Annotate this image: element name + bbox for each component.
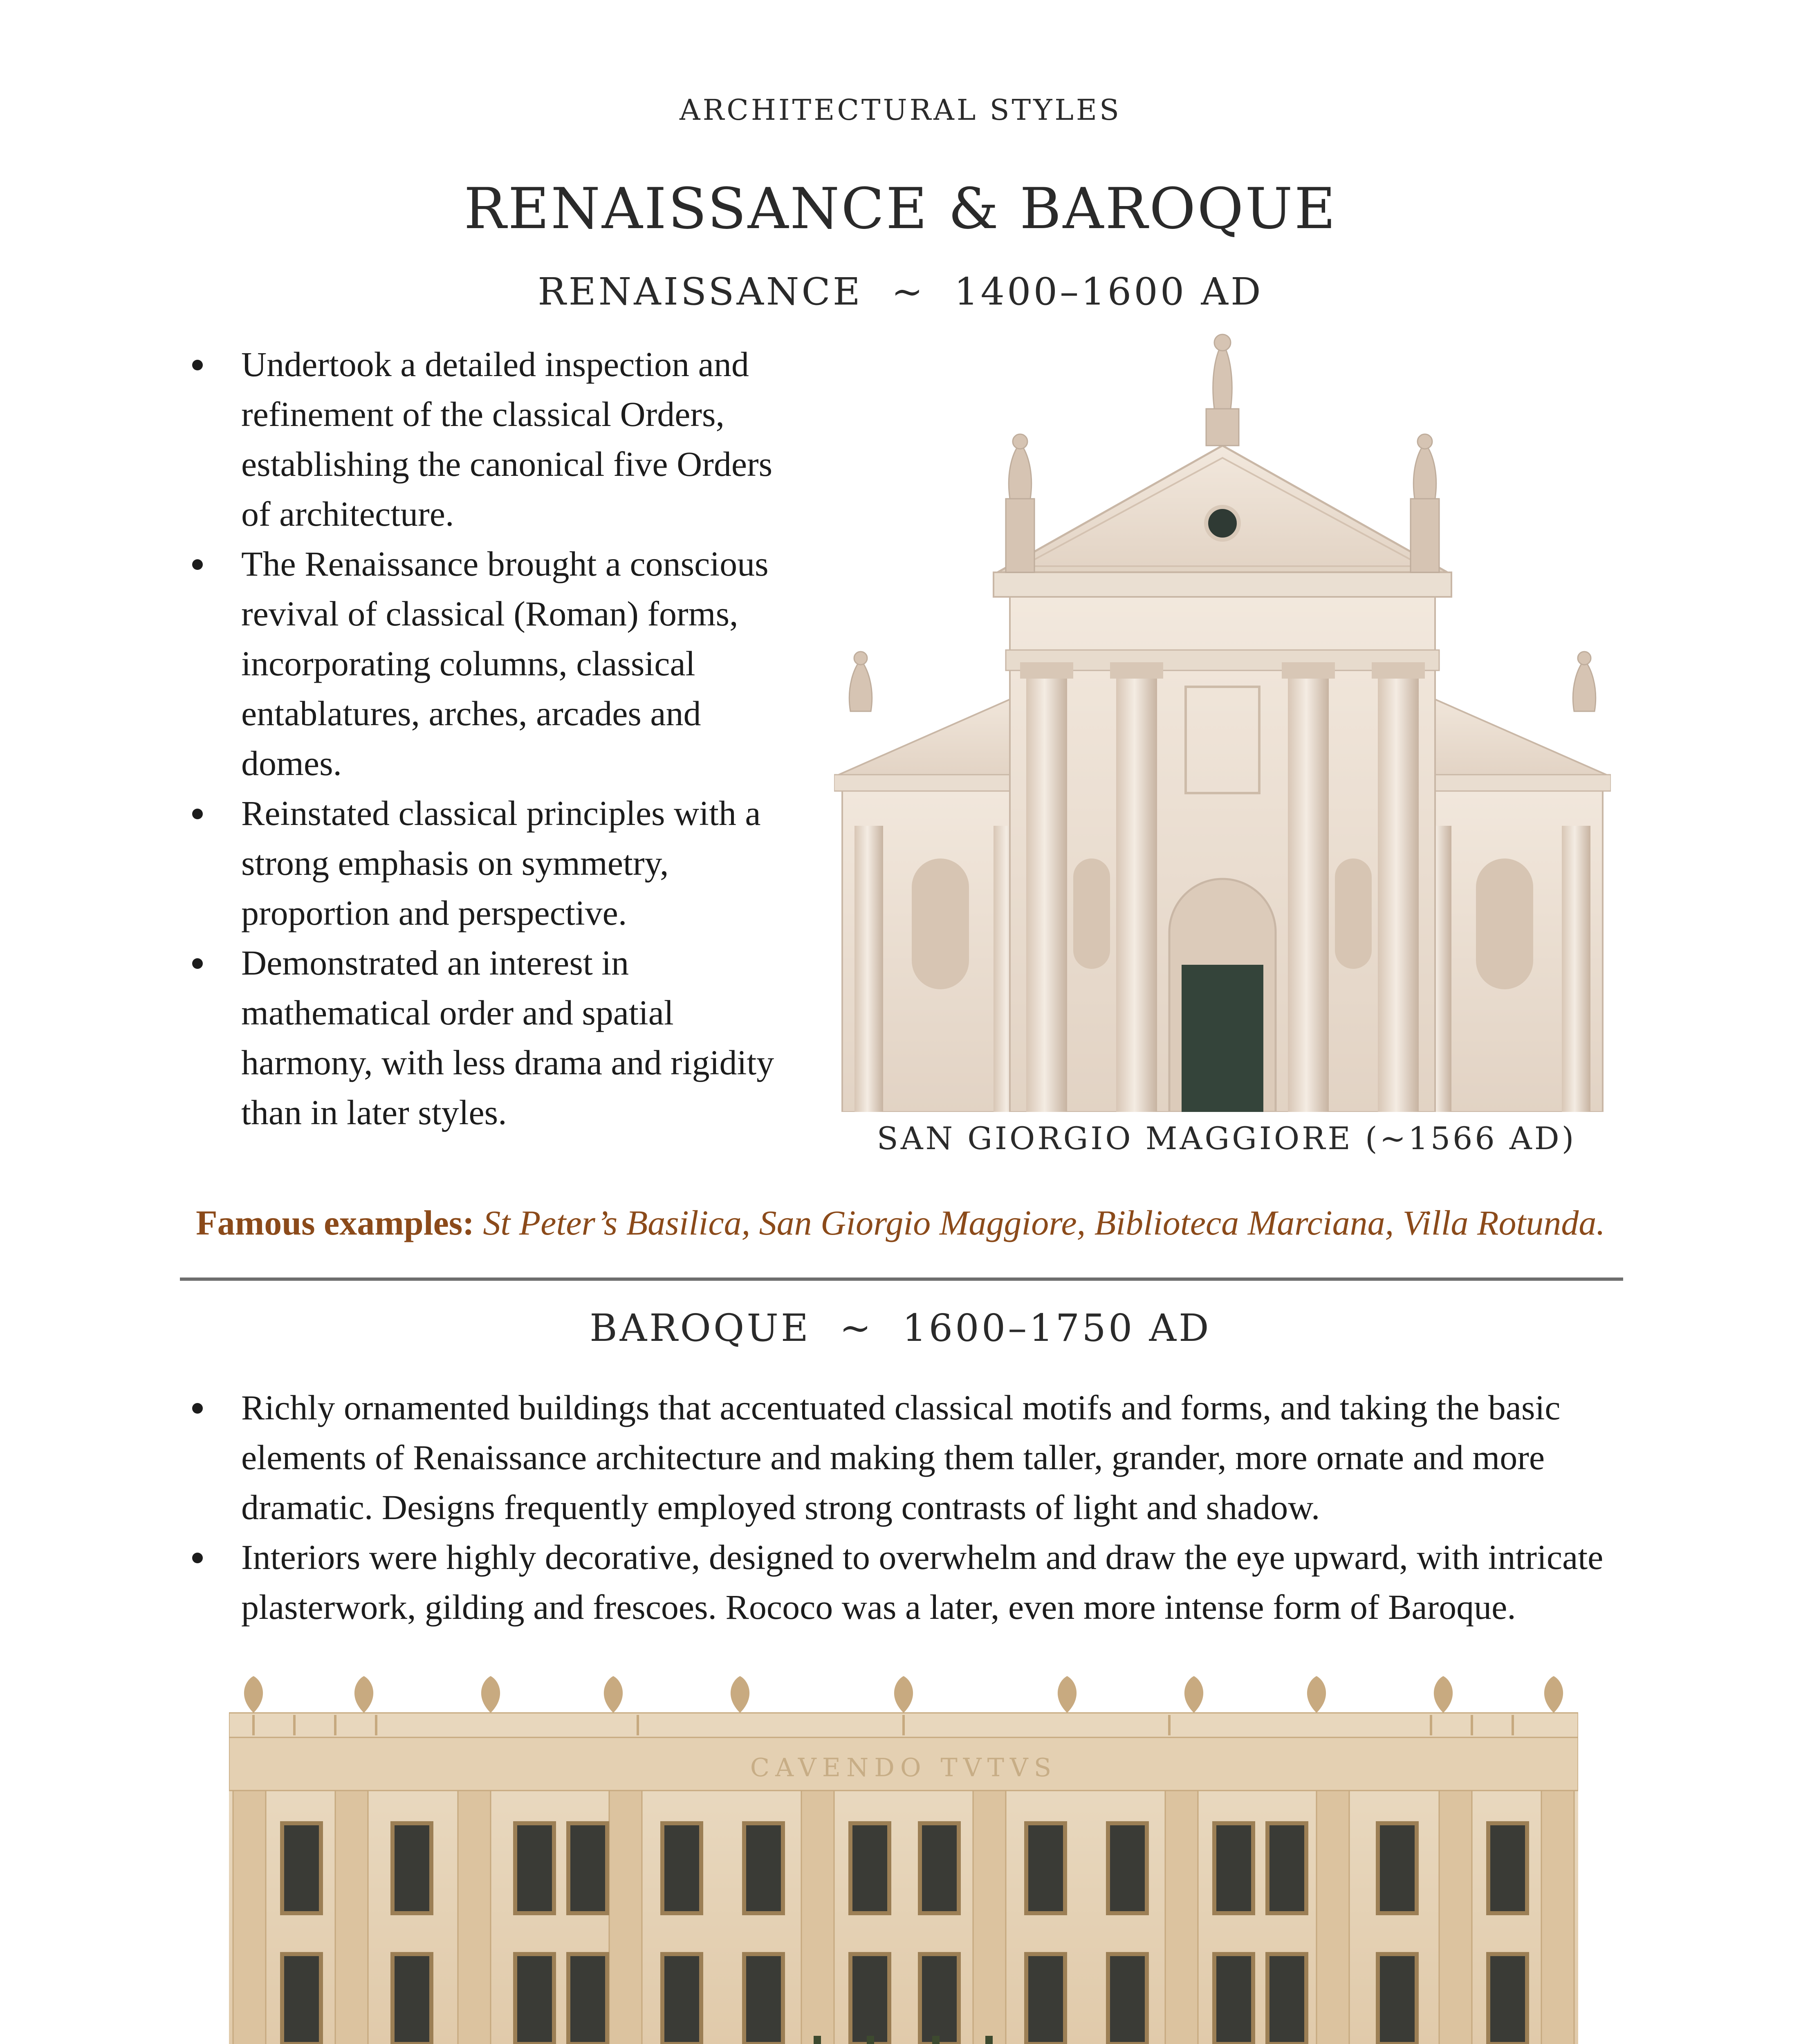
page-title: RENAISSANCE & BAROQUE xyxy=(464,176,1337,242)
list-item: Richly ornamented buildings that accentuated classical motifs and forms, and taking the basic elements of Renaissance architecture and making them taller, grander, more ornate and more dramatic. Designs frequently employed strong contrasts of light and shadow. xyxy=(184,1383,1631,1532)
baroque-heading: BAROQUE ~ 1600–1750 AD xyxy=(590,1306,1211,1350)
baroque-bullet-list xyxy=(184,1383,1631,1632)
renaissance-heading: RENAISSANCE ~ 1400–1600 AD xyxy=(538,270,1263,314)
renaissance-bullet-list xyxy=(184,339,793,1137)
renaissance-image-caption: SAN GIORGIO MAGGIORE (~1566 AD) xyxy=(877,1120,1577,1156)
list-item: Interiors were highly decorative, designed to overwhelm and draw the eye upward, with intricate plasterwork, gilding and frescoes. Rococo was a later, even more intense form of Baroque. xyxy=(184,1532,1631,1632)
renaissance-famous-examples xyxy=(0,1198,1801,1248)
famous-examples-text: St Peter’s Basilica, San Giorgio Maggiore, Biblioteca Marciana, Villa Rotunda. xyxy=(483,1203,1605,1242)
section-divider xyxy=(180,1278,1623,1281)
section-label: ARCHITECTURAL STYLES xyxy=(680,93,1121,127)
list-item: Undertook a detailed inspection and refinement of the classical Orders, establishing the canonical five Orders of architecture. xyxy=(184,339,793,539)
frieze-inscription: CAVENDO TVTVS xyxy=(750,1753,1057,1782)
list-item: The Renaissance brought a conscious revival of classical (Roman) forms, incorporating columns, classical entablatures, arches, arcades and domes. xyxy=(184,539,793,788)
list-item: Demonstrated an interest in mathematical order and spatial harmony, with less drama and rigidity than in later styles. xyxy=(184,938,793,1137)
san-giorgio-maggiore-illustration xyxy=(834,327,1611,1112)
famous-label: Famous examples: xyxy=(196,1203,474,1242)
list-item: Reinstated classical principles with a strong emphasis on symmetry, proportion and perspective. xyxy=(184,788,793,938)
chatsworth-house-illustration xyxy=(229,1652,1578,2044)
